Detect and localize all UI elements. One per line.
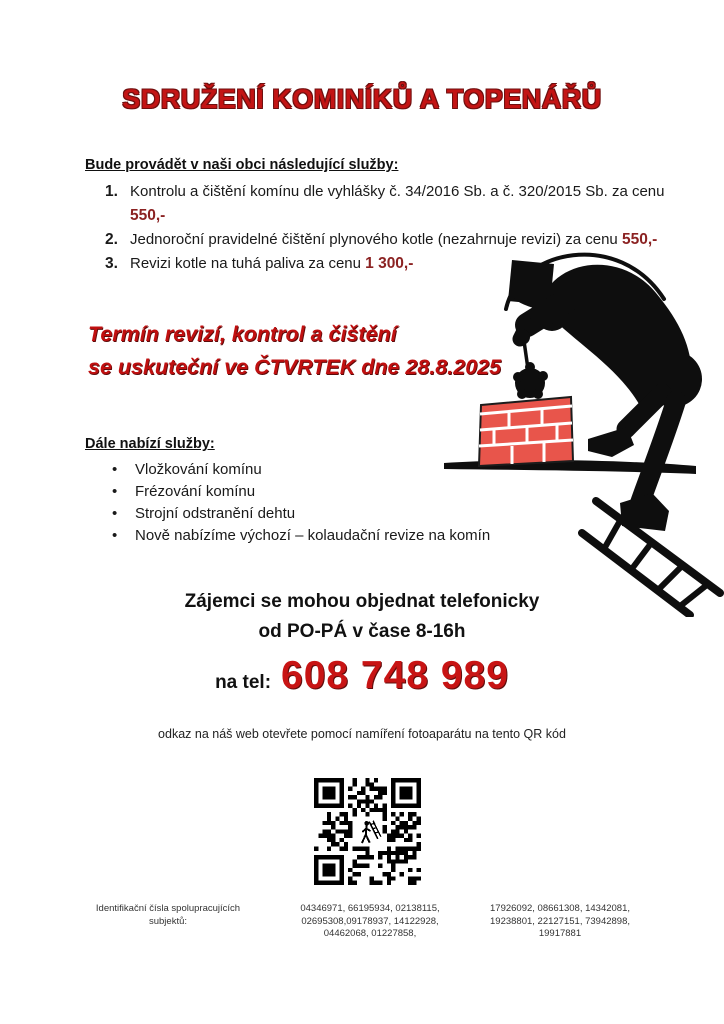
list-item — [85, 459, 505, 481]
item-text: Nově nabízíme výchozí – kolaudační revize na komín — [135, 527, 491, 544]
main-services-heading: Bude provádět v naši obci následující služby: — [85, 157, 399, 173]
bullet-icon: • — [112, 461, 118, 478]
chimney-sweep-svg — [424, 243, 724, 617]
section-additional-services — [85, 436, 505, 547]
footer-id-line: 19917881 — [538, 928, 582, 939]
bullet-icon: • — [112, 505, 118, 522]
list-item — [85, 481, 505, 503]
list-item — [85, 525, 505, 547]
additional-services-heading: Dále nabízí služby: — [85, 436, 215, 452]
bullet-icon: • — [112, 527, 118, 544]
contact-line1: Zájemci se mohou objednat telefonicky — [184, 591, 540, 612]
bullet-icon: • — [112, 483, 118, 500]
contact-line2: od PO-PÁ v čase 8-16h — [258, 621, 466, 642]
page-title: SDRUŽENÍ KOMINÍKŮ A TOPENÁŘŮ — [122, 84, 602, 114]
footer-id-column-1 — [272, 903, 468, 941]
list-item — [85, 503, 505, 525]
footer-id-column-2 — [462, 903, 658, 941]
list-item — [85, 180, 693, 228]
footer-id-line: 04462068, 01227858, — [323, 928, 417, 939]
item-price: 550,- — [130, 207, 166, 224]
date-notice-line2: se uskuteční ve ČTVRTEK dne 28.8.2025 — [88, 355, 502, 379]
footer-id-line: 17926092, 08661308, 14342081, — [490, 903, 630, 914]
phone-label: na tel: — [215, 672, 272, 693]
item-text: Kontrolu a čištění komínu dle vyhlášky č. 34/2016 Sb. a č. 320/2015 Sb. za cenu — [130, 183, 665, 200]
item-number: 3. — [105, 255, 118, 272]
qr-code-svg — [314, 778, 421, 885]
footer-label-line1: Identifikační čísla spolupracujících — [95, 903, 241, 914]
qr-caption: odkaz na náš web otevřete pomocí namíření fotoaparátu na tento QR kód — [158, 727, 566, 741]
phone-number: 608 748 989 — [281, 654, 509, 697]
chimney-sweep-illustration — [424, 243, 724, 617]
additional-services-list — [85, 459, 505, 547]
footer-id-line: 04346971, 66195934, 02138115, — [300, 903, 440, 914]
item-text: Frézování komínu — [135, 483, 256, 500]
date-notice-line1: Termín revizí, kontrol a čištění — [88, 322, 397, 346]
item-text: Revizi kotle na tuhá paliva za cenu — [130, 255, 366, 272]
item-text: Jednoroční pravidelné čištění plynového kotle (nezahrnuje revizi) za cenu — [130, 231, 622, 248]
item-price: 1 300,- — [365, 255, 414, 272]
contact-block — [0, 587, 724, 698]
footer-id-line: 19238801, 22127151, 73942898, — [490, 915, 630, 927]
item-number: 2. — [105, 231, 118, 248]
footer-id-line: 02695308,09178937, 14122928, — [301, 915, 439, 927]
footer-label — [70, 903, 266, 928]
qr-code — [314, 778, 421, 885]
qr-logo-icon — [353, 817, 381, 845]
sweep-figure-icon — [508, 260, 702, 531]
phone-row — [0, 654, 724, 698]
item-text: Vložkování komínu — [135, 461, 262, 478]
item-price: 550,- — [621, 231, 658, 248]
footer-label-line2: subjektů: — [148, 915, 188, 927]
item-text: Strojní odstranění dehtu — [135, 505, 296, 522]
item-number: 1. — [105, 183, 118, 200]
